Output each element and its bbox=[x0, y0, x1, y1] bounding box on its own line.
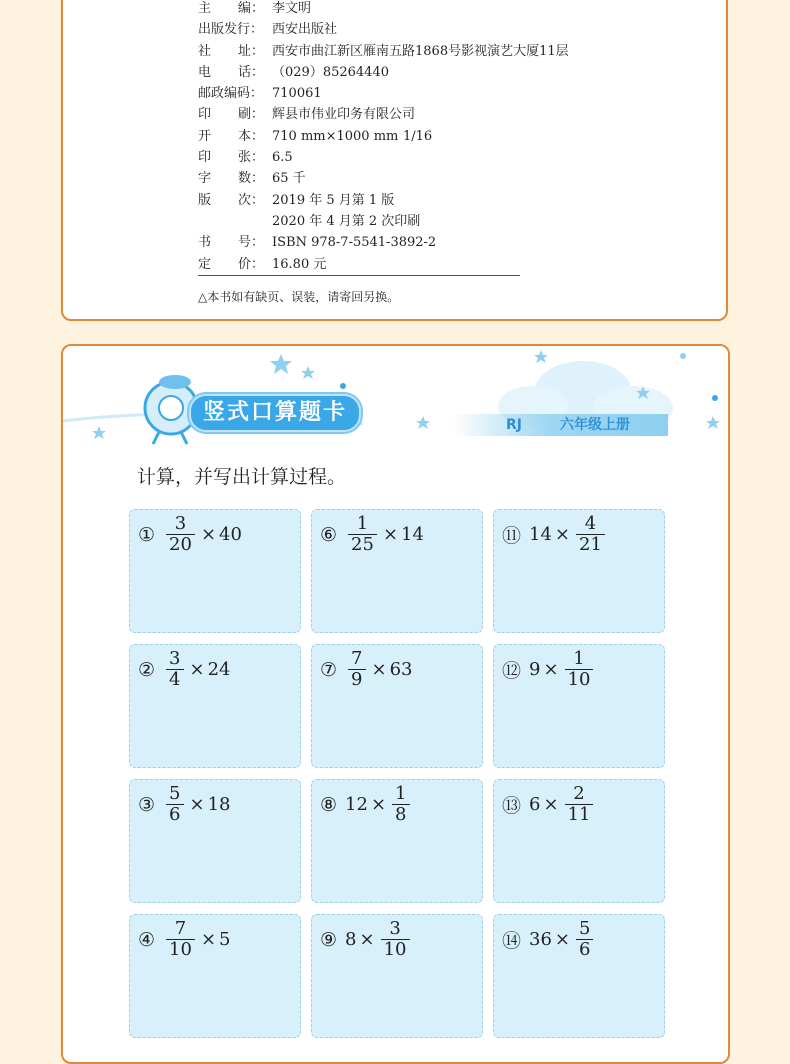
problem-expression bbox=[502, 649, 596, 690]
denominator: 20 bbox=[166, 534, 195, 555]
numerator: 5 bbox=[579, 918, 591, 939]
info-row bbox=[198, 83, 618, 104]
operand: 6 bbox=[529, 794, 541, 815]
problem-expression bbox=[320, 514, 424, 555]
edition-label: RJ bbox=[506, 417, 522, 433]
denominator: 11 bbox=[565, 804, 594, 825]
operand: 12 bbox=[345, 794, 368, 815]
problem-expression bbox=[138, 514, 242, 555]
fraction bbox=[348, 649, 365, 690]
info-label: 邮政编码： bbox=[198, 86, 264, 102]
multiply-sign: × bbox=[543, 659, 559, 680]
denominator: 8 bbox=[392, 804, 409, 825]
info-value: 710 mm×1000 mm bbox=[272, 128, 399, 144]
problem-expression bbox=[138, 919, 231, 960]
info-label: 定 价： bbox=[198, 256, 264, 272]
info-value: 710061 bbox=[272, 86, 322, 102]
info-value: 16.80 元 bbox=[272, 256, 327, 272]
numerator: 3 bbox=[389, 918, 401, 939]
problem-cell[interactable] bbox=[311, 914, 483, 1038]
info-row bbox=[198, 0, 618, 19]
multiply-sign: × bbox=[371, 659, 387, 680]
fraction bbox=[348, 514, 377, 555]
info-label: 社 址： bbox=[198, 43, 264, 59]
fraction bbox=[166, 514, 195, 555]
problem-number: ④ bbox=[138, 928, 156, 951]
operand: 5 bbox=[219, 929, 231, 950]
info-value: 2020 年 4 月第 2 次印刷 bbox=[272, 213, 421, 229]
problem-expression bbox=[138, 784, 231, 825]
fraction bbox=[166, 649, 183, 690]
multiply-sign: × bbox=[200, 524, 217, 545]
problem-expression bbox=[502, 784, 596, 825]
info-label: 印 刷： bbox=[198, 107, 264, 123]
banner-title: 竖式口算题卡 bbox=[189, 394, 361, 432]
operand: 14 bbox=[401, 524, 424, 545]
info-row bbox=[198, 126, 618, 147]
multiply-sign: × bbox=[370, 794, 387, 815]
fraction bbox=[576, 919, 593, 960]
info-row bbox=[198, 104, 618, 125]
fraction bbox=[565, 649, 594, 690]
numerator: 7 bbox=[174, 918, 187, 939]
fraction bbox=[166, 919, 195, 960]
numerator: 1 bbox=[573, 648, 585, 669]
problem-expression bbox=[320, 919, 413, 960]
info-label: 主 编： bbox=[198, 1, 264, 16]
multiply-sign: × bbox=[189, 794, 205, 815]
numerator: 2 bbox=[573, 783, 585, 804]
problem-number: ② bbox=[138, 658, 156, 681]
info-row bbox=[198, 254, 618, 275]
denominator: 10 bbox=[381, 939, 410, 960]
edition-band bbox=[453, 414, 668, 436]
info-value: （029）85264440 bbox=[272, 64, 389, 80]
fraction bbox=[166, 784, 183, 825]
info-value: 65 千 bbox=[272, 171, 306, 187]
fraction bbox=[565, 784, 594, 825]
info-row bbox=[198, 41, 618, 62]
info-value: 西安市曲江新区雁南五路1868号影视演艺大厦11层 bbox=[272, 43, 569, 59]
info-value: 李文明 bbox=[272, 1, 312, 16]
problem-number: ⑬ bbox=[502, 795, 522, 817]
fraction bbox=[576, 514, 605, 555]
info-label: 版 次： bbox=[198, 192, 264, 208]
problem-number: ③ bbox=[138, 793, 156, 816]
problem-expression bbox=[502, 919, 596, 960]
denominator: 4 bbox=[166, 669, 183, 690]
info-value: 6.5 bbox=[272, 150, 293, 166]
info-row bbox=[198, 19, 618, 40]
numerator: 3 bbox=[169, 648, 181, 669]
problem-cell[interactable] bbox=[129, 509, 301, 633]
problem-cell[interactable] bbox=[493, 644, 665, 768]
reprint-note: △本书如有缺页、误装，请寄回另换。 bbox=[198, 290, 400, 304]
fraction bbox=[392, 784, 409, 825]
operand: 14 bbox=[529, 524, 552, 545]
denominator: 6 bbox=[166, 804, 183, 825]
denominator: 10 bbox=[166, 939, 195, 960]
problem-cell[interactable] bbox=[311, 779, 483, 903]
info-label: 开 本： bbox=[198, 128, 264, 144]
numerator: 1 bbox=[395, 783, 407, 804]
multiply-sign: × bbox=[543, 794, 559, 815]
copyright-info bbox=[198, 0, 618, 275]
numerator: 7 bbox=[351, 648, 363, 669]
operand: 8 bbox=[345, 929, 357, 950]
problem-cell[interactable] bbox=[311, 644, 483, 768]
operand: 63 bbox=[389, 659, 413, 680]
numerator: 4 bbox=[584, 513, 597, 534]
problem-expression bbox=[320, 784, 413, 825]
denominator: 6 bbox=[576, 939, 593, 960]
multiply-sign: × bbox=[359, 929, 375, 950]
banner bbox=[63, 346, 728, 446]
instruction-text: 计算，并写出计算过程。 bbox=[137, 466, 347, 488]
info-row bbox=[198, 211, 618, 232]
operand: 24 bbox=[207, 659, 231, 680]
info-label: 字 数： bbox=[198, 171, 264, 187]
problem-cell[interactable] bbox=[493, 779, 665, 903]
info-row bbox=[198, 168, 618, 189]
info-value-secondary: 1/16 bbox=[403, 128, 433, 144]
divider bbox=[198, 275, 520, 276]
info-value: 西安出版社 bbox=[272, 22, 338, 38]
info-label: 出版发行： bbox=[198, 22, 264, 38]
numerator: 1 bbox=[356, 513, 369, 534]
info-value: ISBN 978-7-5541-3892-2 bbox=[272, 235, 437, 251]
multiply-sign: × bbox=[554, 524, 571, 545]
info-value: 辉县市伟业印务有限公司 bbox=[272, 107, 416, 123]
problem-number: ⑪ bbox=[502, 525, 522, 547]
denominator: 21 bbox=[576, 534, 605, 555]
info-row bbox=[198, 147, 618, 168]
multiply-sign: × bbox=[189, 659, 205, 680]
problem-number: ⑦ bbox=[320, 658, 338, 681]
problem-cell[interactable] bbox=[493, 914, 665, 1038]
problem-number: ⑥ bbox=[320, 523, 338, 546]
multiply-sign: × bbox=[554, 929, 571, 950]
problem-expression bbox=[138, 649, 231, 690]
denominator: 25 bbox=[348, 534, 377, 555]
numerator: 5 bbox=[169, 783, 181, 804]
operand: 9 bbox=[529, 659, 541, 680]
info-row bbox=[198, 62, 618, 83]
info-row bbox=[198, 190, 618, 211]
info-row bbox=[198, 232, 618, 253]
denominator: 9 bbox=[348, 669, 365, 690]
operand: 18 bbox=[207, 794, 231, 815]
problem-cell[interactable] bbox=[129, 914, 301, 1038]
info-label: 印 张： bbox=[198, 150, 264, 166]
problem-number: ⑫ bbox=[502, 660, 522, 682]
problem-cell[interactable] bbox=[129, 779, 301, 903]
info-label: 书 号： bbox=[198, 235, 264, 251]
problem-cell[interactable] bbox=[493, 509, 665, 633]
operand: 36 bbox=[529, 929, 552, 950]
problem-number: ⑨ bbox=[320, 928, 338, 951]
numerator: 3 bbox=[174, 513, 187, 534]
problem-cell[interactable] bbox=[129, 644, 301, 768]
problem-number: ① bbox=[138, 523, 156, 546]
info-value: 2019 年 5 月第 1 版 bbox=[272, 192, 395, 208]
operand: 40 bbox=[219, 524, 242, 545]
exercise-card bbox=[61, 344, 730, 1064]
problem-expression bbox=[502, 514, 608, 555]
problem-expression bbox=[320, 649, 413, 690]
fraction bbox=[381, 919, 410, 960]
problem-number: ⑭ bbox=[502, 930, 522, 952]
multiply-sign: × bbox=[382, 524, 399, 545]
problem-number: ⑧ bbox=[320, 793, 338, 816]
denominator: 10 bbox=[565, 669, 594, 690]
problem-cell[interactable] bbox=[311, 509, 483, 633]
copyright-card bbox=[61, 0, 728, 321]
grade-label: 六年级上册 bbox=[560, 417, 630, 433]
multiply-sign: × bbox=[200, 929, 217, 950]
info-label: 电 话： bbox=[198, 64, 264, 80]
